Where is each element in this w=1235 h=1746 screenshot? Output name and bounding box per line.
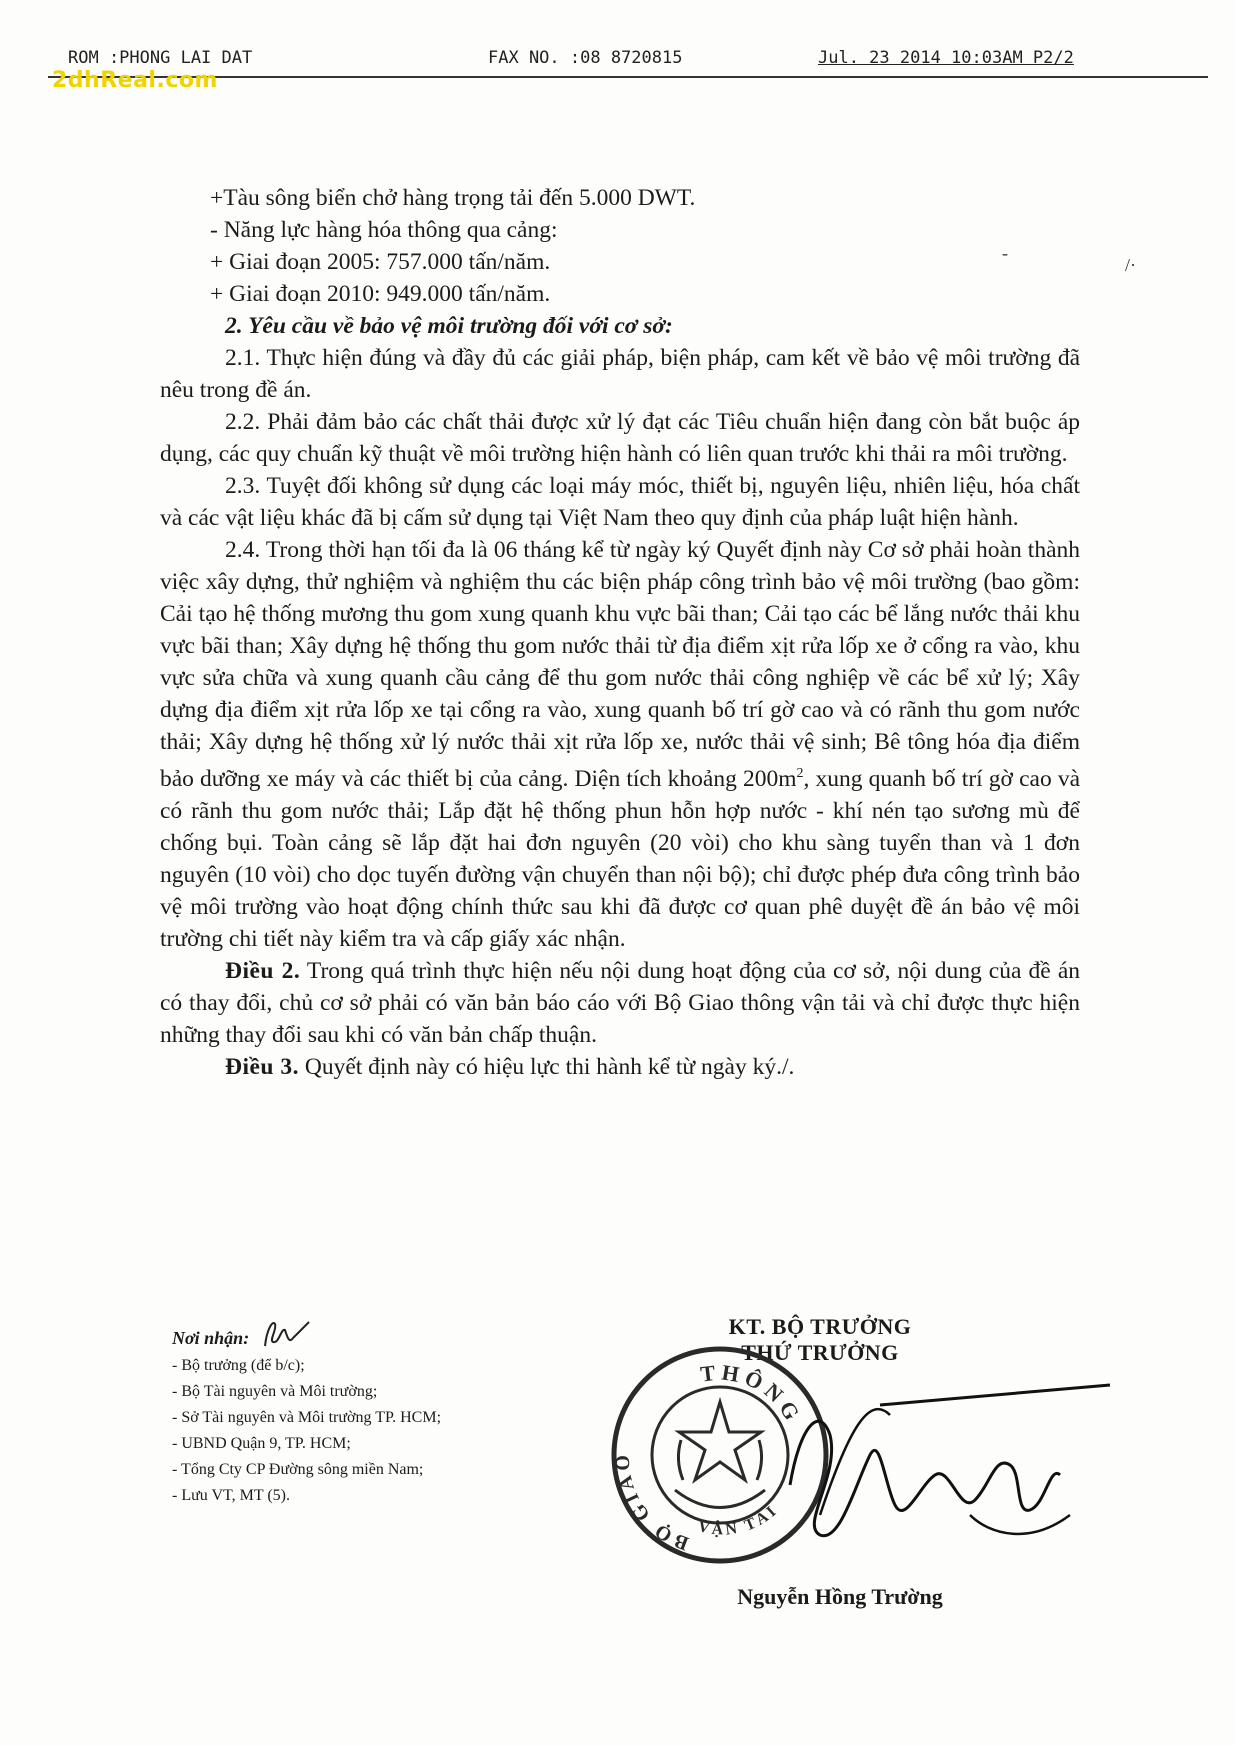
- vessel-capacity-line: +Tàu sông biển chở hàng trọng tải đến 5.000 DWT.: [210, 185, 696, 211]
- clause-2-4-part1: 2.4. Trong thời hạn tối đa là 06 tháng kể từ ngày ký Quyết định này Cơ sở phải hoàn thành việc xây dựng, thử nghiệm và nghiệm thu các biện pháp công trình bảo vệ môi trường (bao gồm: Cải tạo hệ thống mương thu gom xung quanh khu vực bãi than; Cải tạo các bể lắng nước thải khu vực bãi than; Xây dựng hệ thống thu gom nước thải từ địa điểm xịt rửa lốp xe ở cổng ra vào, khu vực sửa chữa và xung quanh cầu cảng để thu gom nước thải công nghiệp về các bể xử lý; Xây dựng địa điểm xịt rửa lốp xe tại cổng ra vào, xung quanh bố trí gờ cao và có rãnh thu gom nước thải; Xây dựng hệ thống xử lý nước thải xịt rửa lốp xe, nước thải vệ sinh; Bê tông hóa địa điểm bảo dưỡng xe máy và các thiết bị của cảng. Diện tích khoảng 200m: [160, 537, 1080, 792]
- recipient-item: - UBND Quận 9, TP. HCM;: [172, 1435, 351, 1452]
- fax-header: [48, 46, 1208, 78]
- clause-2-4: [160, 534, 1080, 955]
- cargo-capacity-line: - Năng lực hàng hóa thông qua cảng:: [210, 217, 558, 243]
- clause-2-3: 2.3. Tuyệt đối không sử dụng các loại máy móc, thiết bị, nguyên liệu, nhiên liệu, hóa chất và các vật liệu khác đã bị cấm sử dụng tại Việt Nam theo quy định của pháp luật hiện hành.: [160, 473, 1080, 531]
- clause-2-2: 2.2. Phải đảm bảo các chất thải được xử lý đạt các Tiêu chuẩn hiện đang còn bắt buộc áp dụng, các quy chuẩn kỹ thuật về môi trường hiện hành có liên quan trước khi thải ra môi trường.: [160, 409, 1080, 467]
- area-unit-superscript: 2: [796, 766, 804, 781]
- clause-2-4-part2: , xung quanh bố trí gờ cao và có rãnh thu gom nước thải; Lắp đặt hệ thống phun hỗn hợp nước - khí nén tạo sương mù để chống bụi. Toàn cảng sẽ lắp đặt hai đơn nguyên (20 vòi) cho khu sàng tuyển than và 1 đơn nguyên (10 vòi) cho dọc tuyến đường vận chuyển than nội bộ); chỉ được phép đưa công trình bảo vệ môi trường vào hoạt động chính thức sau khi đã được cơ quan phê duyệt đề án bảo vệ môi trường chi tiết này kiểm tra và cấp giấy xác nhận.: [160, 765, 1080, 952]
- clause-2-1: 2.1. Thực hiện đúng và đầy đủ các giải pháp, biện pháp, cam kết về bảo vệ môi trường đã nêu trong đề án.: [160, 345, 1080, 403]
- article-2-label: Điều 2.: [225, 957, 301, 984]
- sign-title-secondary: THỨ TRƯỞNG: [741, 1340, 899, 1365]
- phase-2005-line: + Giai đoạn 2005: 757.000 tấn/năm.: [210, 249, 551, 275]
- phase-2010-line: + Giai đoạn 2010: 949.000 tấn/năm.: [210, 281, 551, 307]
- article-3-label: Điều 3.: [225, 1053, 299, 1080]
- recipient-item: - Bộ Tài nguyên và Môi trường;: [172, 1383, 378, 1400]
- recipient-item: - Sở Tài nguyên và Môi trường TP. HCM;: [172, 1409, 442, 1426]
- seal-left-text: BỘ GIAO: [611, 1450, 692, 1555]
- recipient-item: - Tổng Cty CP Đường sông miền Nam;: [172, 1461, 424, 1478]
- seal-bottom-text: VẬN TẢI: [696, 1501, 782, 1539]
- recipients-list: [172, 1318, 592, 1509]
- fax-from: ROM :PHONG LAI DAT: [68, 48, 253, 68]
- handwritten-signature-icon: [760, 1365, 1120, 1565]
- fax-date: Jul. 23 2014 10:03AM P2/2: [818, 48, 1074, 68]
- initials-mark-icon: [259, 1318, 319, 1352]
- fax-number: FAX NO. :08 8720815: [488, 48, 683, 68]
- section-2-heading: 2. Yêu cầu về bảo vệ môi trường đối với cơ sở:: [225, 313, 673, 339]
- article-3: [160, 1051, 1080, 1083]
- signer-name: Nguyễn Hồng Trường: [737, 1584, 943, 1609]
- sign-title-primary: KT. BỘ TRƯỞNG: [728, 1314, 912, 1339]
- site-watermark: 2dhReal.com: [52, 68, 218, 93]
- article-2: [160, 955, 1080, 1051]
- seal-top-text: THÔNG: [698, 1359, 808, 1429]
- document-body: [160, 182, 1080, 1083]
- recipient-item: - Bộ trưởng (để b/c);: [172, 1357, 305, 1374]
- article-3-text: Quyết định này có hiệu lực thi hành kể từ ngày ký./.: [299, 1053, 795, 1080]
- recipient-item: - Lưu VT, MT (5).: [172, 1487, 290, 1504]
- scan-speck: /·: [1125, 255, 1136, 275]
- recipients-title: Nơi nhận:: [172, 1328, 250, 1348]
- scan-speck: -: [1002, 243, 1008, 263]
- recipients-title-row: [172, 1318, 592, 1353]
- article-2-text: Trong quá trình thực hiện nếu nội dung hoạt động của cơ sở, nội dung của đề án có thay đổi, chủ cơ sở phải có văn bản báo cáo với Bộ Giao thông vận tải và chỉ được thực hiện những thay đổi sau khi có văn bản chấp thuận.: [160, 957, 1080, 1048]
